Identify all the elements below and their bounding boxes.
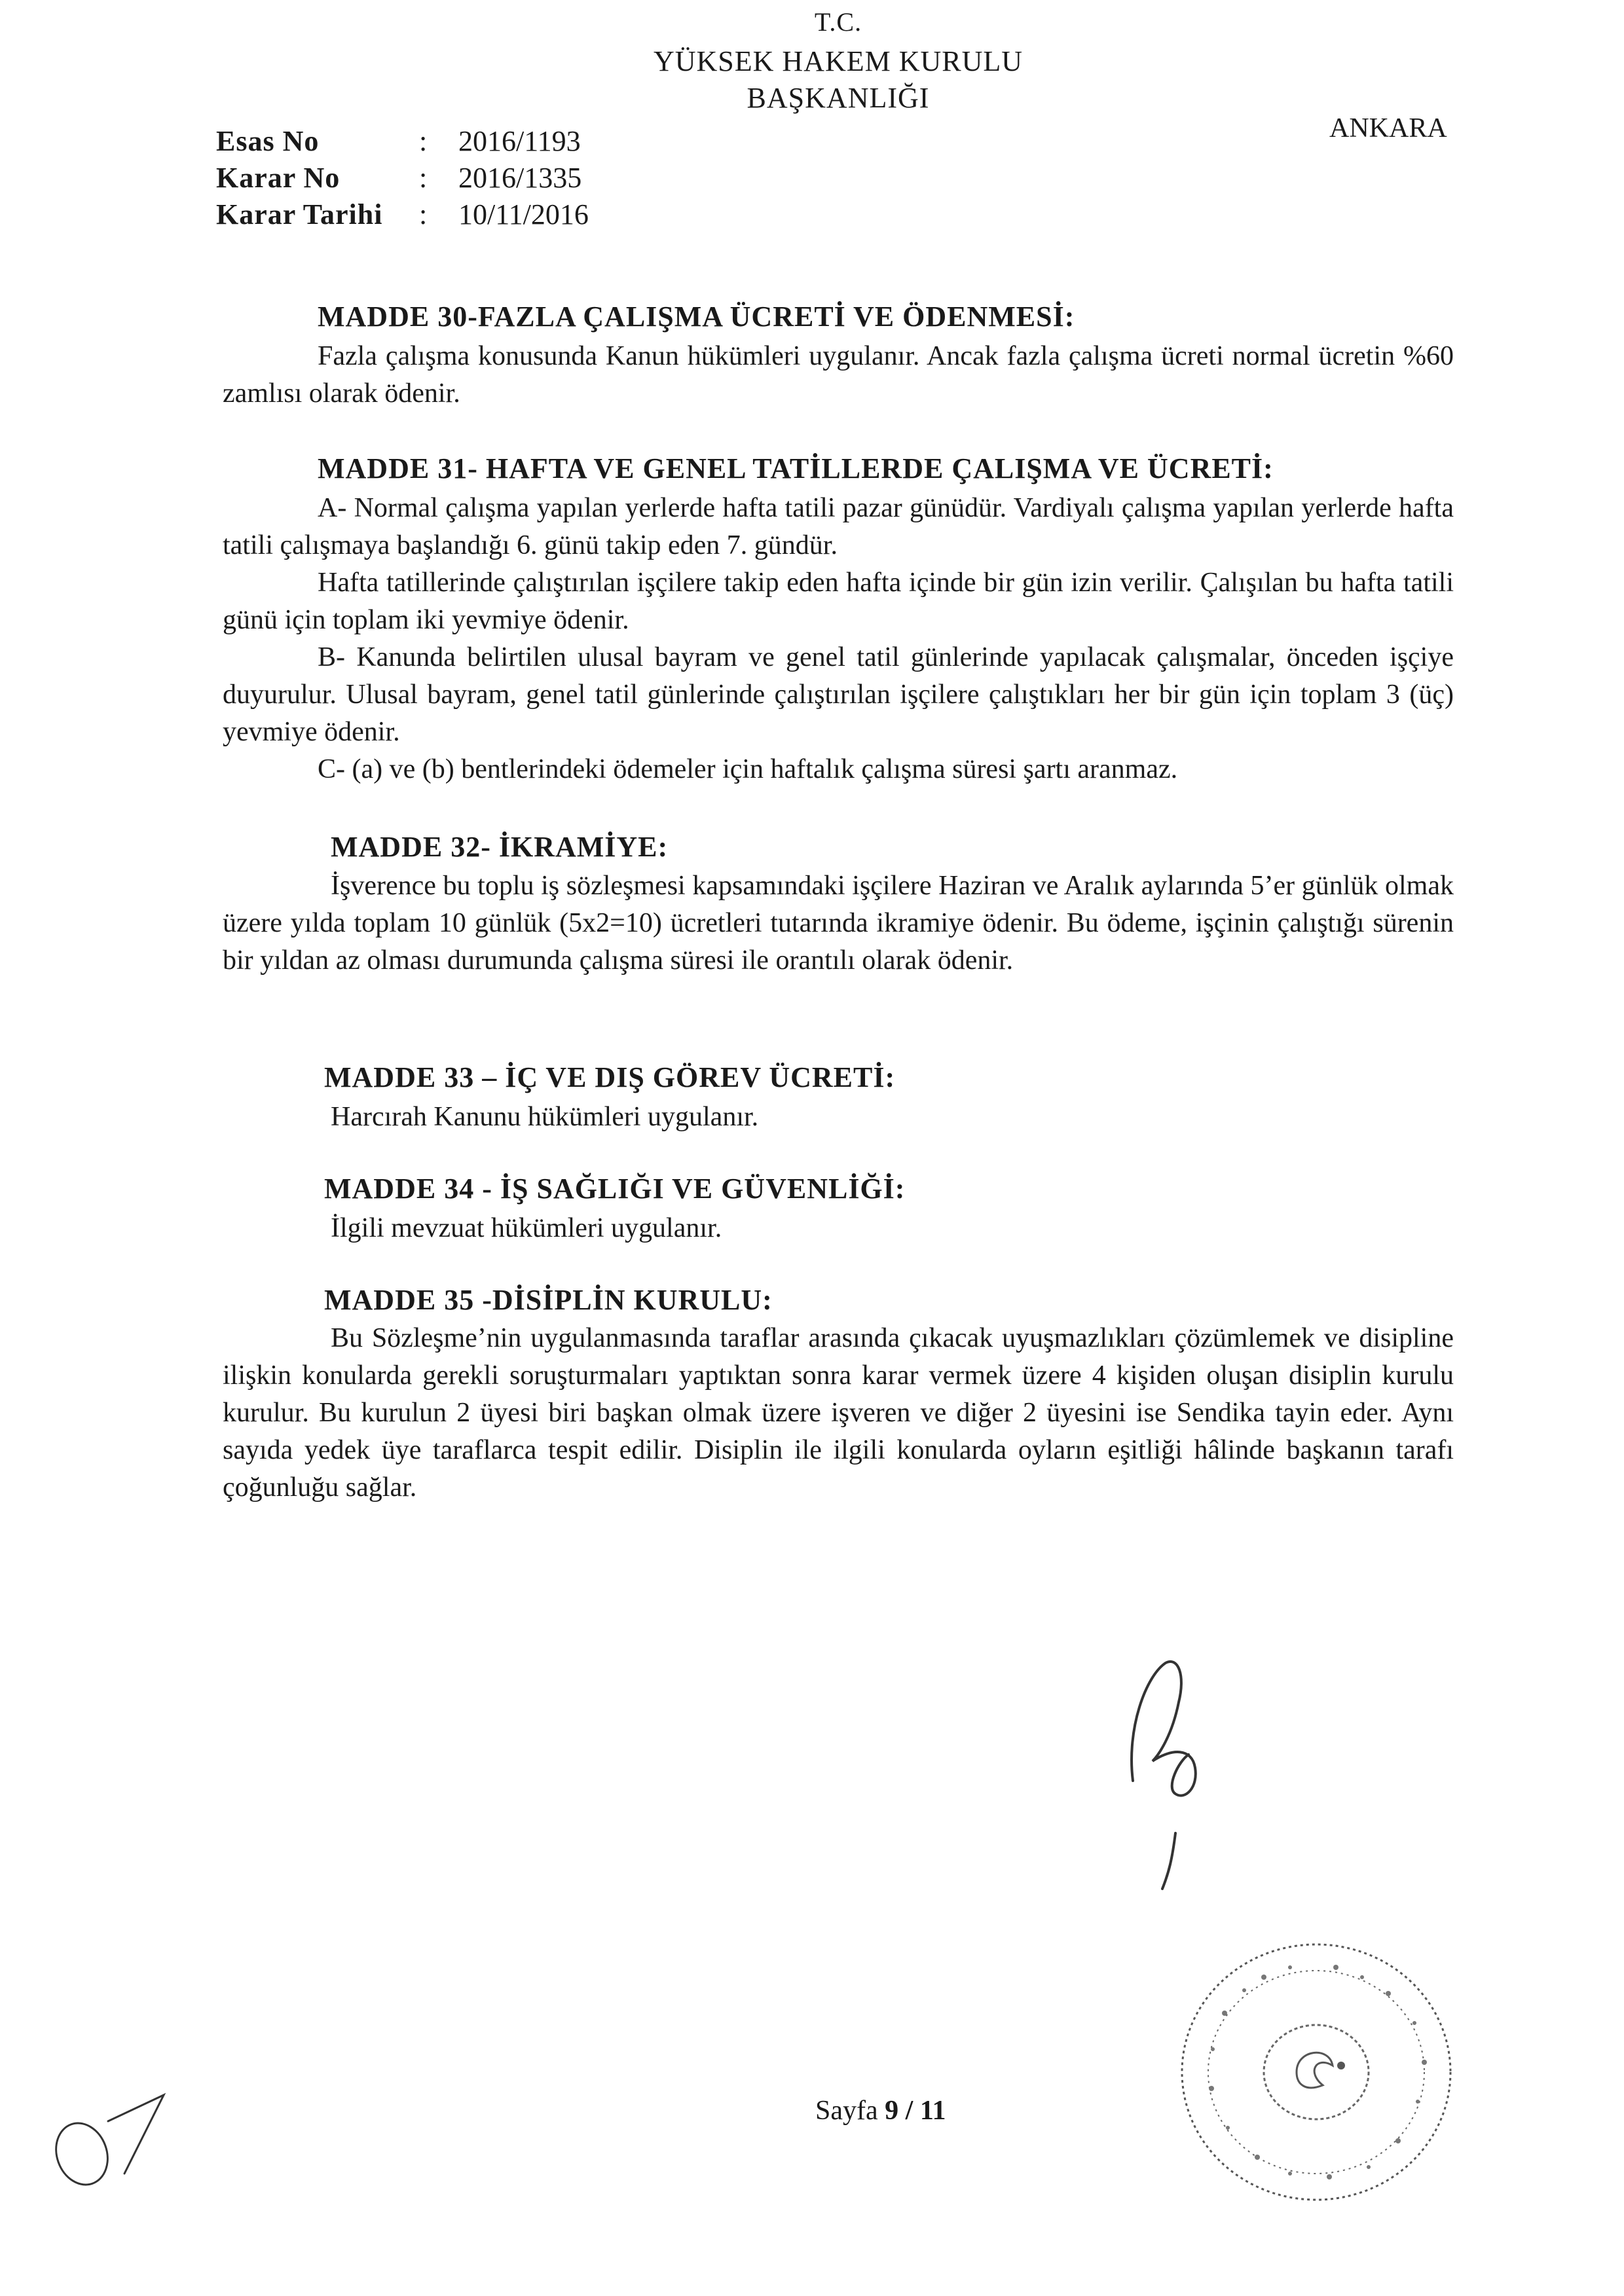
case-value: 2016/1335	[458, 162, 582, 194]
article-30-title: MADDE 30-FAZLA ÇALIŞMA ÜCRETİ VE ÖDENMESİ:	[318, 301, 1075, 333]
article-33-text: Harcırah Kanunu hükümleri uygulanır.	[331, 1102, 759, 1132]
case-colon: :	[419, 198, 428, 230]
signature-mark	[1107, 1650, 1238, 1899]
article-31-para-a: A- Normal çalışma yapılan yerlerde hafta tatili pazar günüdür. Vardiyalı çalışma yapılan yerlerde hafta tatili çalışmaya başlandığı 6. günü takip eden 7. gündür.	[223, 493, 1454, 560]
header-institution: YÜKSEK HAKEM KURULU	[653, 45, 1024, 77]
page-current: 9	[885, 2096, 899, 2126]
header-republic: T.C.	[814, 7, 862, 37]
article-35-title: MADDE 35 -DİSİPLİN KURULU:	[324, 1284, 773, 1316]
page-separator: /	[905, 2096, 913, 2126]
case-row-karar	[216, 161, 674, 197]
case-label: Esas No	[216, 125, 320, 157]
article-31-para-holiday: Hafta tatillerinde çalıştırılan işçilere takip eden hafta içinde bir gün izin verilir. Çalışılan bu hafta tatili günü için toplam iki yevmiye ödenir.	[223, 568, 1454, 635]
article-30-text: Fazla çalışma konusunda Kanun hükümleri uygulanır. Ancak fazla çalışma ücreti normal ücretin %60 zamlısı olarak ödenir.	[223, 341, 1454, 409]
header-city: ANKARA	[1329, 113, 1447, 143]
article-32-text: İşverence bu toplu iş sözleşmesi kapsamındaki işçilere Haziran ve Aralık aylarında 5’er günlük olmak üzere yılda toplam 10 günlük (5x2=10) ücretleri tutarında ikramiye ödenir. Bu ödeme, işçinin çalıştığı sürenin bir yıldan az olması durumunda çalışma süresi ile orantılı olarak ödenir.	[223, 871, 1454, 975]
header-office: BAŞKANLIĞI	[747, 82, 930, 114]
page-number	[815, 2095, 946, 2126]
case-label: Karar Tarihi	[216, 198, 383, 230]
article-35-text: Bu Sözleşme’nin uygulanmasında taraflar arasında çıkacak uyuşmazlıkları çözümlemek ve disipline ilişkin konularda gerekli soruşturmaları yaptıktan sonra karar vermek üzere 4 kişiden oluşan disiplin kurulu kurulur. Bu kurulun 2 üyesi biri başkan olmak üzere işveren ve diğer 2 üyesini ise Sendika tayin eder. Aynı sayıda yedek üye taraflarca tespit edilir. Disiplin ile ilgili konularda oyların eşitliği hâlinde başkanın tarafı çoğunluğu sağlar.	[223, 1323, 1454, 1503]
page-total: 11	[919, 2096, 946, 2126]
official-stamp	[1166, 1931, 1467, 2213]
article-34-text: İlgili mevzuat hükümleri uygulanır.	[331, 1213, 722, 1243]
article-33-title: MADDE 33 – İÇ VE DIŞ GÖREV ÜCRETİ:	[324, 1061, 896, 1093]
case-colon: :	[419, 125, 428, 157]
case-label: Karar No	[216, 162, 341, 194]
handwritten-number-mark	[46, 2082, 183, 2193]
article-31-title: MADDE 31- HAFTA VE GENEL TATİLLERDE ÇALIŞMA VE ÜCRETİ:	[318, 452, 1274, 484]
case-value: 2016/1193	[458, 125, 581, 157]
page-label: Sayfa	[815, 2096, 878, 2126]
case-row-esas	[216, 124, 674, 160]
case-info	[216, 124, 674, 242]
article-31-para-c: C- (a) ve (b) bentlerindeki ödemeler için haftalık çalışma süresi şartı aranmaz.	[318, 754, 1178, 784]
case-row-tarih	[216, 198, 674, 234]
article-32-title: MADDE 32- İKRAMİYE:	[331, 831, 669, 863]
case-colon: :	[419, 162, 428, 194]
case-value: 10/11/2016	[458, 198, 589, 230]
article-34-title: MADDE 34 - İŞ SAĞLIĞI VE GÜVENLİĞİ:	[324, 1173, 906, 1205]
article-31-para-b: B- Kanunda belirtilen ulusal bayram ve genel tatil günlerinde yapılacak çalışmalar, önceden işçiye duyurulur. Ulusal bayram, genel tatil günlerinde çalıştırılan işçilere çalıştıkları her bir gün için toplam 3 (üç) yevmiye ödenir.	[223, 642, 1454, 747]
